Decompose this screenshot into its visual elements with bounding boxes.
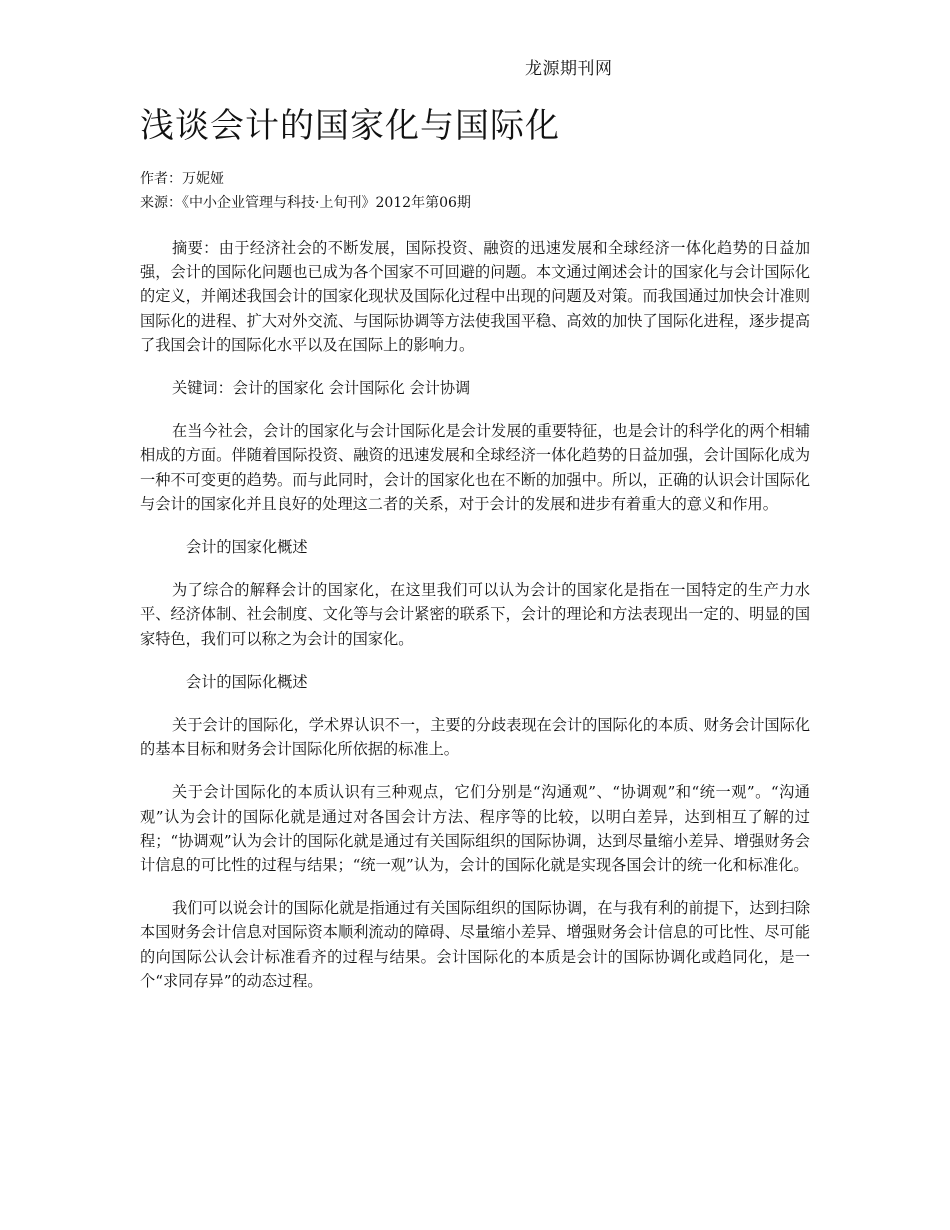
article-title: 浅谈会计的国家化与国际化 xyxy=(140,106,560,146)
section-heading-internationalization: 会计的国际化概述 xyxy=(186,672,308,691)
section-heading-nationalization: 会计的国家化概述 xyxy=(186,538,308,557)
internationalization-paragraph-3: 我们可以说会计的国际化就是指通过有关国际组织的国际协调，在与我有利的前提下，达到扫除本国财务会计信息对国际资本顺利流动的障碍、尽量缩小差异、增强财务会计信息的可比性、尽可能的向国际公认会计标准看齐的过程与结果。会计国际化的本质是会计的国际协调化或趋同化，是一个“求同存异”的动态过程。 xyxy=(140,899,810,990)
intro-paragraph: 在当今社会，会计的国家化与会计国际化是会计发展的重要特征，也是会计的科学化的两个相辅相成的方面。伴随着国际投资、融资的迅速发展和全球经济一体化趋势的日益加强，会计国际化成为一种不可变更的趋势。而与此同时，会计的国家化也在不断的加强中。所以，正确的认识会计国际化与会计的国家化并且良好的处理这二者的关系，对于会计的发展和进步有着重大的意义和作用。 xyxy=(140,422,810,513)
abstract-paragraph: 摘要：由于经济社会的不断发展，国际投资、融资的迅速发展和全球经济一体化趋势的日益加强，会计的国际化问题也已成为各个国家不可回避的问题。本文通过阐述会计的国家化与会计国际化的定义，并阐述我国会计的国家化现状及国际化过程中出现的问题及对策。而我国通过加快会计准则国际化的进程、扩大对外交流、与国际协调等方法使我国平稳、高效的加快了国际化进程，逐步提高了我国会计的国际化水平以及在国际上的影响力。 xyxy=(140,239,810,354)
source-line: 来源：《中小企业管理与科技·上旬刊》2012年第06期 xyxy=(140,195,471,211)
keywords-line: 关键词：会计的国家化 会计国际化 会计协调 xyxy=(172,379,471,398)
nationalization-paragraph: 为了综合的解释会计的国家化，在这里我们可以认为会计的国家化是指在一国特定的生产力水平、经济体制、社会制度、文化等与会计紧密的联系下，会计的理论和方法表现出一定的、明显的国家特色，我们可以称之为会计的国家化。 xyxy=(140,581,810,648)
internationalization-paragraph-1: 关于会计的国际化，学术界认识不一，主要的分歧表现在会计的国际化的本质、财务会计国际化的基本目标和财务会计国际化所依据的标准上。 xyxy=(140,716,810,759)
site-name: 龙源期刊网 xyxy=(525,59,613,79)
article-body xyxy=(140,236,810,1012)
internationalization-paragraph-2: 关于会计国际化的本质认识有三种观点，它们分别是“沟通观”、“协调观”和“统一观”。“沟通观”认为会计的国际化就是通过对各国会计方法、程序等的比较，以明白差异，达到相互了解的过程；“协调观”认为会计的国际化就是通过有关国际组织的国际协调，达到尽量缩小差异、增强财务会计信息的可比性的过程与结果；“统一观”认为，会计的国际化就是实现各国会计的统一化和标准化。 xyxy=(140,783,810,875)
author-line: 作者：万妮娅 xyxy=(140,171,224,187)
